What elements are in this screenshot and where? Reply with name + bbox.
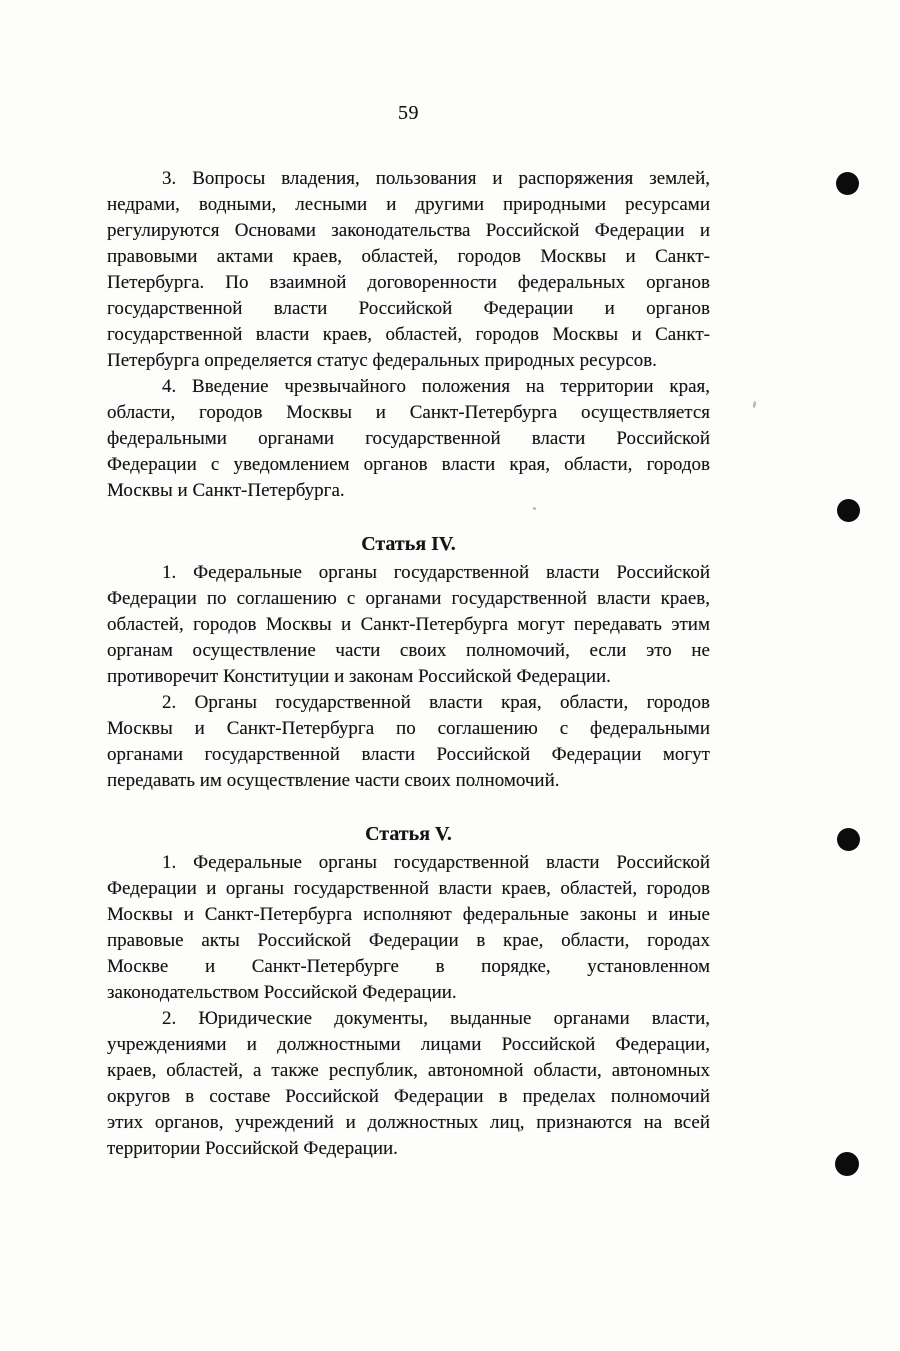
text-line: Федерации по соглашению с органами государственной власти краев, <box>107 588 710 609</box>
text-line: федеральными органами государственной власти Российской <box>107 428 710 449</box>
text-line: 2. Юридические документы, выданные органами власти, <box>162 1008 710 1029</box>
clause-3 <box>107 166 710 374</box>
article-4-clause-2 <box>107 690 710 794</box>
text-line: правовые акты Российской Федерации в крае, области, городах <box>107 930 710 951</box>
text-line: 1. Федеральные органы государственной власти Российской <box>162 852 710 873</box>
text-line: территории Российской Федерации. <box>107 1138 398 1159</box>
punch-hole-mark-4 <box>835 1152 859 1176</box>
text-line: Москвы и Санкт-Петербурга исполняют федеральные законы и иные <box>107 904 710 925</box>
text-line: 3. Вопросы владения, пользования и распоряжения землей, <box>162 168 710 189</box>
scan-speck <box>533 507 536 510</box>
text-line: областей, городов Москвы и Санкт-Петербурга могут передавать этим <box>107 614 710 635</box>
text-line: Москвы и Санкт-Петербурга по соглашению с федеральными <box>107 718 710 739</box>
text-line: 2. Органы государственной власти края, области, городов <box>162 692 710 713</box>
text-line: Петербурга. По взаимной договоренности федеральных органов <box>107 272 710 293</box>
text-line: учреждениями и должностными лицами Российской Федерации, <box>107 1034 710 1055</box>
text-line: Федерации и органы государственной власти краев, областей, городов <box>107 878 710 899</box>
text-line: передавать им осуществление части своих полномочий. <box>107 770 560 791</box>
article-4-clause-1 <box>107 560 710 690</box>
text-line: области, городов Москвы и Санкт-Петербурга осуществляется <box>107 402 710 423</box>
text-line: этих органов, учреждений и должностных лиц, признаются на всей <box>107 1112 710 1133</box>
article-5-clause-1 <box>107 850 710 1006</box>
text-line: 4. Введение чрезвычайного положения на территории края, <box>162 376 710 397</box>
page-number: 59 <box>398 102 419 124</box>
text-line: противоречит Конституции и законам Российской Федерации. <box>107 666 611 687</box>
text-line: органам осуществление части своих полномочий, если это не <box>107 640 710 661</box>
text-line: Петербурга определяется статус федеральных природных ресурсов. <box>107 350 657 371</box>
text-line: Москве и Санкт-Петербурге в порядке, установленном <box>107 956 710 977</box>
article-5-heading: Статья V. <box>365 823 452 845</box>
text-line: округов в составе Российской Федерации в пределах полномочий <box>107 1086 710 1107</box>
scan-speck <box>752 401 756 408</box>
punch-hole-mark-2 <box>837 499 860 522</box>
text-line: регулируются Основами законодательства Российской Федерации и <box>107 220 710 241</box>
text-line: государственной власти краев, областей, городов Москвы и Санкт- <box>107 324 710 345</box>
punch-hole-mark-3 <box>837 828 860 851</box>
text-line: Москвы и Санкт-Петербурга. <box>107 480 345 501</box>
article-4-heading: Статья IV. <box>361 533 456 555</box>
text-line: 1. Федеральные органы государственной власти Российской <box>162 562 710 583</box>
text-line: краев, областей, а также республик, автономной области, автономных <box>107 1060 710 1081</box>
text-line: органами государственной власти Российской Федерации могут <box>107 744 710 765</box>
clause-4 <box>107 374 710 504</box>
document-body <box>107 166 710 1162</box>
article-5-clause-2 <box>107 1006 710 1162</box>
text-line: недрами, водными, лесными и другими природными ресурсами <box>107 194 710 215</box>
punch-hole-mark-1 <box>836 172 859 195</box>
text-line: правовыми актами краев, областей, городов Москвы и Санкт- <box>107 246 710 267</box>
text-line: государственной власти Российской Федерации и органов <box>107 298 710 319</box>
text-line: законодательством Российской Федерации. <box>107 982 457 1003</box>
text-line: Федерации с уведомлением органов власти края, области, городов <box>107 454 710 475</box>
